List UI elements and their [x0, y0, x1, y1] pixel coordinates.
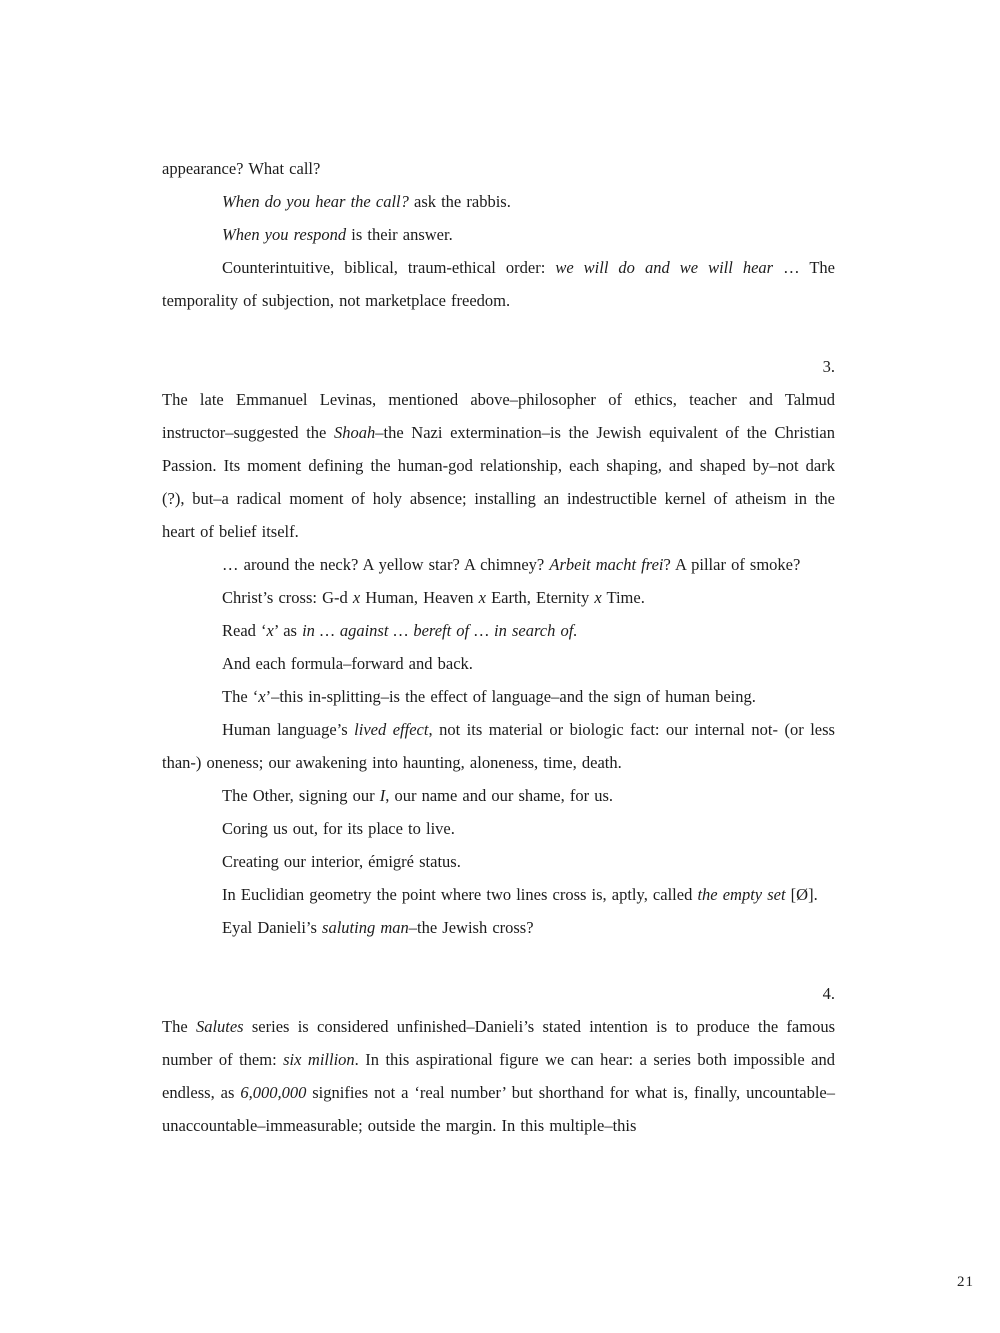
text-run: The [162, 1017, 196, 1036]
text-run: Earth, Eternity [485, 588, 595, 607]
text-run: in … against … bereft of … in search of. [302, 621, 578, 640]
paragraph [162, 185, 835, 218]
paragraph [162, 218, 835, 251]
paragraph [162, 383, 835, 548]
text-run: Coring us out, for its place to live. [222, 819, 455, 838]
text-run: Shoah [334, 423, 376, 442]
paragraph [162, 680, 835, 713]
text-run: series is considered unfinished–Danieli’s stated intention is to produce the famous number of them: [162, 1017, 835, 1069]
text-run: In Euclidian geometry the point where two lines cross is, aptly, called [222, 885, 698, 904]
text-run: . In this aspirational figure we can hear: a series both impossible and endless, as [162, 1050, 835, 1102]
text-run: I [379, 786, 386, 805]
text-run: Human, Heaven [360, 588, 479, 607]
text-run: saluting man [322, 918, 409, 937]
text-run: signifies not a ‘real number’ but shorthand for what is, finally, uncountable–unaccountable–immeasurable; outside the margin. In this multiple–this [162, 1083, 835, 1135]
text-run: And each formula–forward and back. [222, 654, 473, 673]
text-run: The ‘ [222, 687, 259, 706]
text-run: –the Jewish cross? [408, 918, 534, 937]
paragraph [162, 152, 835, 185]
text-run: Read ‘ [222, 621, 267, 640]
text-run: x [266, 621, 274, 640]
text-run: When do you hear the call? [222, 192, 409, 211]
section-number: 4. [822, 984, 835, 1003]
paragraph [162, 548, 835, 581]
paragraph [162, 647, 835, 680]
text-run: ’–this in-splitting–is the effect of language–and the sign of human being. [265, 687, 756, 706]
section-number: 3. [822, 357, 835, 376]
text-run: ’ as [273, 621, 303, 640]
text-run: ask the rabbis. [408, 192, 511, 211]
paragraph [162, 779, 835, 812]
paragraph [162, 812, 835, 845]
text-run: x [478, 588, 486, 607]
text-run: Arbeit macht frei [549, 555, 664, 574]
text-run: The Other, signing our [222, 786, 380, 805]
page-number: 21 [957, 1274, 974, 1290]
text-run: six million [283, 1050, 355, 1069]
text-run: The late Emmanuel Levinas, mentioned above–philosopher of ethics, teacher and Talmud instructor–suggested the [162, 390, 835, 442]
paragraph [162, 713, 835, 779]
text-run: lived effect [354, 720, 429, 739]
paragraph [162, 581, 835, 614]
text-run: –the Nazi extermination–is the Jewish equivalent of the Christian Passion. Its moment defining the human-god relationship, each shaping, and shaped by–not dark (?), but–a radical moment of holy absence; installing an indestructible kernel of atheism in the heart of belief itself. [162, 423, 835, 541]
text-run: … The temporality of subjection, not marketplace freedom. [162, 258, 835, 310]
text-run: When you respond [222, 225, 347, 244]
text-run: [Ø]. [785, 885, 818, 904]
text-run: ? A pillar of smoke? [663, 555, 801, 574]
text-run: x [352, 588, 361, 607]
text-run: appearance? What call? [162, 159, 321, 178]
document-body [162, 152, 835, 1142]
text-run: 6,000,000 [240, 1083, 307, 1102]
text-run: Time. [601, 588, 645, 607]
text-run: … around the neck? A yellow star? A chimney? [222, 555, 550, 574]
text-run: Christ’s cross: G-d [222, 588, 353, 607]
text-run: x [594, 588, 602, 607]
text-run: Human language’s [222, 720, 355, 739]
text-run: Salutes [195, 1017, 244, 1036]
text-run: is their answer. [346, 225, 453, 244]
paragraph [162, 878, 835, 911]
paragraph [162, 614, 835, 647]
text-run: Counterintuitive, biblical, traum-ethical order: [222, 258, 556, 277]
text-run: Creating our interior, émigré status. [222, 852, 461, 871]
text-run: the empty set [697, 885, 786, 904]
text-run: , not its material or biologic fact: our internal not- (or less than-) oneness; our awakening into haunting, aloneness, time, death. [162, 720, 835, 772]
text-run: Eyal Danieli’s [222, 918, 323, 937]
paragraph [162, 911, 835, 944]
paragraph [162, 1010, 835, 1142]
text-run: we will do and we will hear [555, 258, 774, 277]
paragraph [162, 251, 835, 317]
text-run: x [258, 687, 266, 706]
paragraph [162, 845, 835, 878]
text-run: , our name and our shame, for us. [385, 786, 614, 805]
